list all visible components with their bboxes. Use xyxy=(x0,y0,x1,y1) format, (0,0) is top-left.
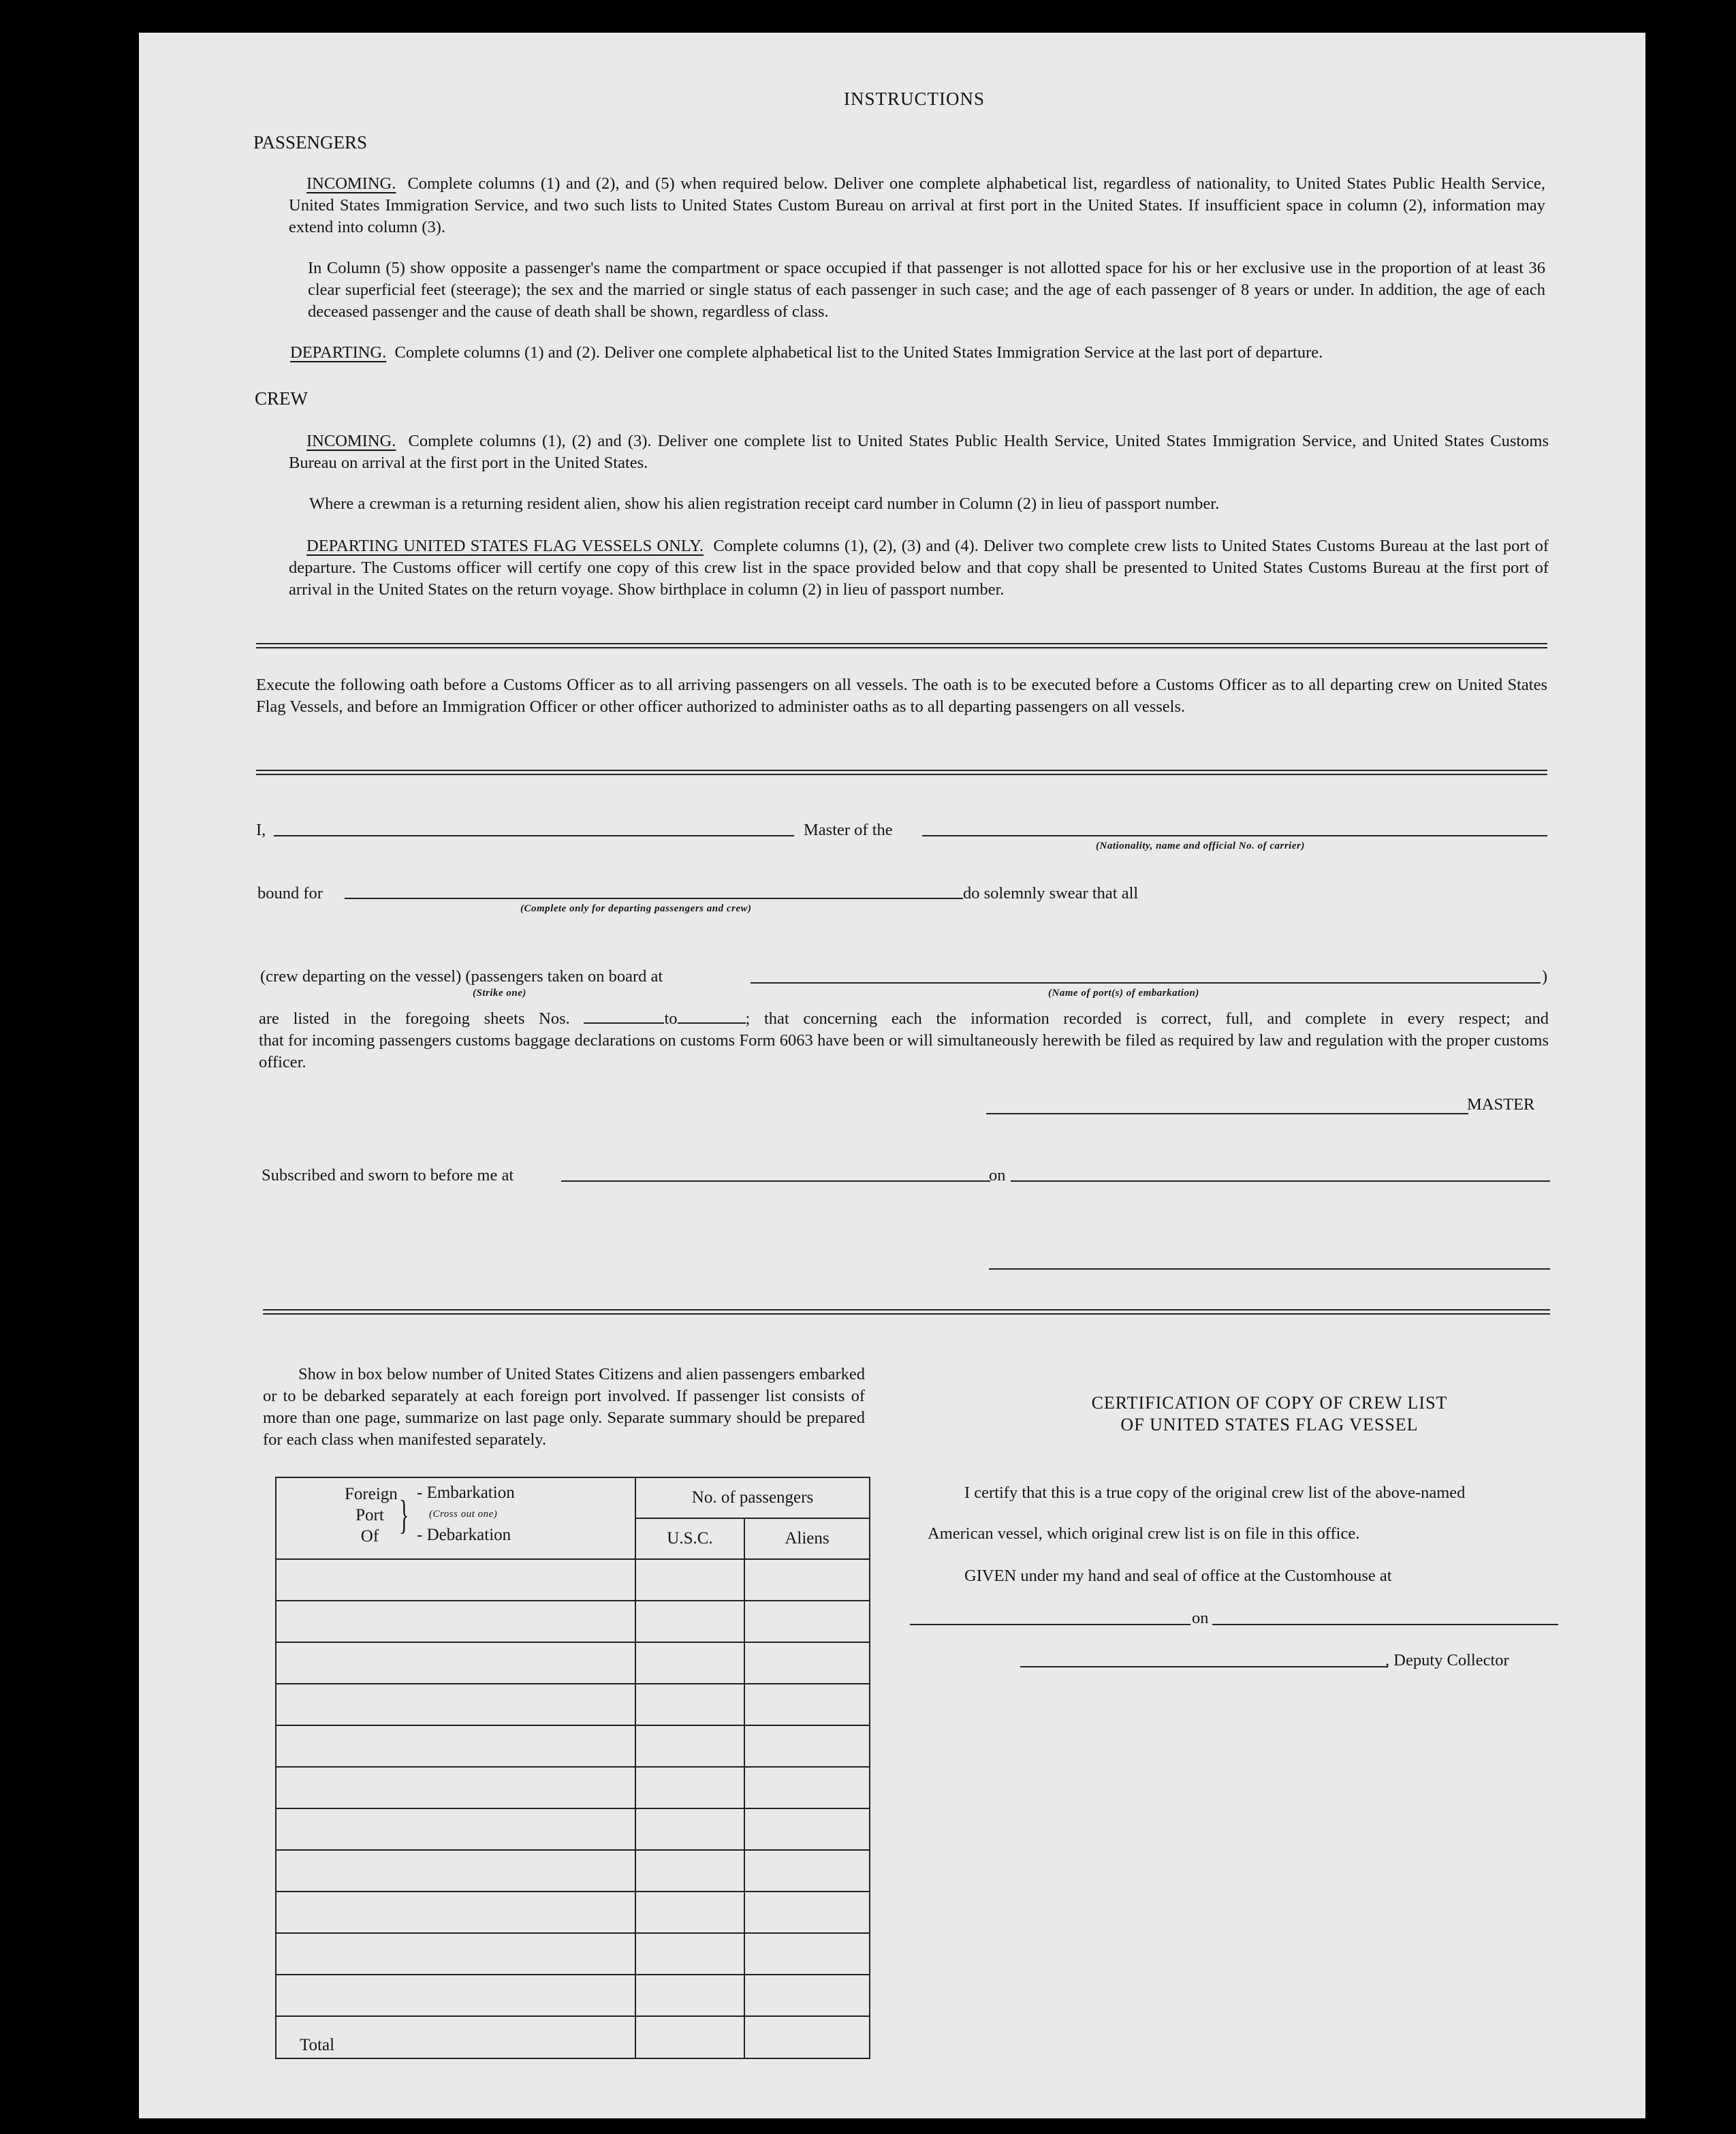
usc-cell[interactable] xyxy=(635,1975,744,2016)
sheets-line xyxy=(259,1008,1549,1030)
crew-incoming-text: Complete columns (1), (2) and (3). Deliver one complete list to United States Public Health Service, United States Immigration Service, and United States Customs Bureau on arrival at the first port in the United States. xyxy=(289,432,1549,472)
debarkation-label: - Debarkation xyxy=(417,1526,511,1544)
bound-for-caption: (Complete only for departing passengers and crew) xyxy=(520,903,752,914)
port-cell[interactable] xyxy=(276,1559,635,1601)
officer-signature-field[interactable] xyxy=(989,1268,1550,1270)
carrier-caption: (Nationality, name and official No. of carrier) xyxy=(1096,841,1305,851)
table-row xyxy=(276,1559,870,1601)
foreign-port-header xyxy=(276,1477,635,1559)
usc-cell[interactable] xyxy=(635,1559,744,1601)
sheets-prefix: are listed in the foregoing sheets Nos. xyxy=(259,1009,570,1028)
cert-date-field[interactable] xyxy=(1212,1624,1558,1625)
master-name-field[interactable] xyxy=(274,835,794,836)
certification-title xyxy=(983,1392,1556,1436)
aliens-cell[interactable] xyxy=(744,1975,870,2016)
port-cell[interactable] xyxy=(276,1684,635,1725)
sheets-to-field[interactable] xyxy=(678,1010,746,1024)
strike-caption: (Strike one) xyxy=(473,988,526,999)
usc-cell[interactable] xyxy=(635,1767,744,1808)
oath-i-label: I, xyxy=(256,821,266,839)
table-row xyxy=(276,1975,870,2016)
aliens-cell[interactable] xyxy=(744,1808,870,1850)
passengers-column5-paragraph: In Column (5) show opposite a passenger's name the compartment or space occupied if that passenger is not allotted space for his or her exclusive use in the proportion of at least 36 clear superficial feet (steerage); the sex and the married or single status of each passenger in such case; and the age of each passenger of 8 years or under. In addition, the age of each deceased passenger and the cause of death shall be shown, regardless of class. xyxy=(308,259,1545,321)
usc-cell[interactable] xyxy=(635,1725,744,1767)
sworn-date-field[interactable] xyxy=(1011,1180,1550,1182)
port-cell[interactable] xyxy=(276,1808,635,1850)
aliens-cell[interactable] xyxy=(744,1892,870,1933)
oath-intro: Execute the following oath before a Customs Officer as to all arriving passengers on all vessels. The oath is to be executed before a Customs Officer as to all departing crew on United States Flag Vessels, and before an Immigration Officer or other officer authorized to administer oaths as to all departing passengers on all vessels. xyxy=(256,676,1547,716)
master-of-label: Master of the xyxy=(804,821,893,839)
certify-line1: I certify that this is a true copy of the original crew list of the above-named xyxy=(964,1484,1466,1502)
table-row xyxy=(276,1892,870,1933)
passengers-departing-text: Complete columns (1) and (2). Deliver one complete alphabetical list to the United States Immigration Service at the last port of departure. xyxy=(394,343,1323,362)
table-row xyxy=(276,1601,870,1642)
deputy-collector-label: , Deputy Collector xyxy=(1385,1651,1509,1669)
usc-cell[interactable] xyxy=(635,1601,744,1642)
master-signature-field[interactable] xyxy=(986,1113,1468,1114)
port-cell[interactable] xyxy=(276,1933,635,1975)
crew-incoming-paragraph xyxy=(289,430,1549,474)
crew-passengers-label: (crew departing on the vessel) (passengers taken on board at xyxy=(260,967,663,986)
passengers-departing-paragraph xyxy=(290,342,1549,364)
foreign-label: Foreign xyxy=(345,1485,398,1503)
port-cell[interactable] xyxy=(276,1725,635,1767)
passengers-incoming-paragraph xyxy=(289,173,1545,238)
sheets-text-line1: ; that concerning each the information recorded is correct, full, and complete in every respect; and xyxy=(745,1009,1549,1028)
master-label: MASTER xyxy=(1467,1095,1535,1114)
total-aliens-cell[interactable] xyxy=(744,2016,870,2058)
aliens-cell[interactable] xyxy=(744,1559,870,1601)
deputy-collector-signature-field[interactable] xyxy=(1020,1666,1388,1667)
aliens-cell[interactable] xyxy=(744,1850,870,1892)
divider-2 xyxy=(256,770,1547,775)
close-paren: ) xyxy=(1542,967,1548,986)
usc-header: U.S.C. xyxy=(635,1518,744,1559)
table-row xyxy=(276,1725,870,1767)
passengers-heading: PASSENGERS xyxy=(253,132,368,153)
summary-instructions-text: Show in box below number of United States Citizens and alien passengers embarked or to be debarked separately at each foreign port involved. If passenger list consists of more than one page, summarize on last page only. Separate summary should be prepared for each class when manifested separately. xyxy=(263,1365,865,1449)
subscribed-label: Subscribed and sworn to before me at xyxy=(262,1166,514,1184)
passengers-incoming-text: Complete columns (1) and (2), and (5) when required below. Deliver one complete alphabetical list, regardless of nationality, to United States Public Health Service, United States Immigration Service, and two such lists to United States Custom Bureau on arrival at first port in the United States. If insufficient space in column (2), information may extend into column (3). xyxy=(289,174,1546,236)
instructions-title: INSTRUCTIONS xyxy=(844,89,985,109)
aliens-cell[interactable] xyxy=(744,1767,870,1808)
table-row xyxy=(276,1642,870,1684)
divider-3 xyxy=(263,1309,1550,1315)
usc-cell[interactable] xyxy=(635,1892,744,1933)
sworn-place-field[interactable] xyxy=(561,1180,990,1182)
port-cell[interactable] xyxy=(276,1850,635,1892)
cert-on-label: on xyxy=(1192,1609,1209,1627)
of-label: Of xyxy=(360,1527,379,1545)
passengers-departing-label: DEPARTING. xyxy=(290,343,387,362)
customhouse-field[interactable] xyxy=(910,1624,1190,1625)
crew-departing-paragraph xyxy=(289,535,1549,601)
sheets-to-label: to xyxy=(664,1009,678,1028)
bound-for-field[interactable] xyxy=(345,898,963,899)
port-cell[interactable] xyxy=(276,1767,635,1808)
bound-for-label: bound for xyxy=(257,884,323,903)
aliens-cell[interactable] xyxy=(744,1642,870,1684)
port-cell[interactable] xyxy=(276,1601,635,1642)
total-usc-cell[interactable] xyxy=(635,2016,744,2058)
aliens-cell[interactable] xyxy=(744,1601,870,1642)
sheets-text-rest: that for incoming passengers customs baggage declarations on customs Form 6063 have been or will simultaneously herewith be filed as required by law and regulation with the proper customs officer. xyxy=(259,1031,1549,1071)
cross-out-caption: (Cross out one) xyxy=(429,1509,498,1520)
table-row xyxy=(276,1808,870,1850)
port-cell[interactable] xyxy=(276,1975,635,2016)
divider-1 xyxy=(256,643,1547,648)
passengers-incoming-label: INCOMING. xyxy=(306,174,396,193)
certify-line2: American vessel, which original crew list is on file in this office. xyxy=(928,1524,1360,1543)
table-row xyxy=(276,1767,870,1808)
brace-symbol: } xyxy=(399,1492,409,1537)
crew-departing-label: DEPARTING UNITED STATES FLAG VESSELS ONLY. xyxy=(306,537,704,555)
embarkation-label: - Embarkation xyxy=(417,1484,515,1502)
crew-departing-text: Complete columns (1), (2), (3) and (4). Deliver two complete crew lists to United States Customs Bureau at the last port of departure. The Customs officer will certify one copy of this crew list in the space provided below and that copy shall be presented to United States Customs Bureau at the first port of arrival in the United States on the return voyage. Show birthplace in column (2) in lieu of passport number. xyxy=(289,537,1549,599)
sheets-from-field[interactable] xyxy=(584,1010,664,1024)
summary-instructions xyxy=(263,1364,865,1451)
usc-cell[interactable] xyxy=(635,1933,744,1975)
usc-cell[interactable] xyxy=(635,1642,744,1684)
port-caption: (Name of port(s) of embarkation) xyxy=(1048,988,1199,999)
total-label: Total xyxy=(276,2016,635,2058)
port-cell[interactable] xyxy=(276,1642,635,1684)
usc-cell[interactable] xyxy=(635,1850,744,1892)
aliens-header: Aliens xyxy=(744,1518,870,1559)
carrier-field[interactable] xyxy=(922,835,1547,836)
sworn-on-label: on xyxy=(989,1166,1006,1184)
no-of-passengers-header: No. of passengers xyxy=(635,1477,870,1518)
swear-label: do solemnly swear that all xyxy=(963,884,1139,903)
aliens-cell[interactable] xyxy=(744,1725,870,1767)
given-text: GIVEN under my hand and seal of office at the Customhouse at xyxy=(964,1567,1392,1585)
embarkation-port-field[interactable] xyxy=(751,982,1541,984)
passenger-summary-table xyxy=(275,1477,870,2059)
aliens-cell[interactable] xyxy=(744,1684,870,1725)
crew-incoming-label: INCOMING. xyxy=(306,432,396,450)
form-page xyxy=(139,33,1645,2118)
aliens-cell[interactable] xyxy=(744,1933,870,1975)
table-row xyxy=(276,1684,870,1725)
port-label: Port xyxy=(356,1506,384,1524)
certification-title-line2: OF UNITED STATES FLAG VESSEL xyxy=(1120,1415,1419,1434)
table-row xyxy=(276,1933,870,1975)
crew-heading: CREW xyxy=(255,388,308,409)
crew-resident-paragraph: Where a crewman is a returning resident alien, show his alien registration receipt card number in Column (2) in lieu of passport number. xyxy=(309,495,1220,513)
certification-title-line1: CERTIFICATION OF COPY OF CREW LIST xyxy=(1091,1393,1448,1413)
usc-cell[interactable] xyxy=(635,1684,744,1725)
port-cell[interactable] xyxy=(276,1892,635,1933)
usc-cell[interactable] xyxy=(635,1808,744,1850)
table-row xyxy=(276,1850,870,1892)
